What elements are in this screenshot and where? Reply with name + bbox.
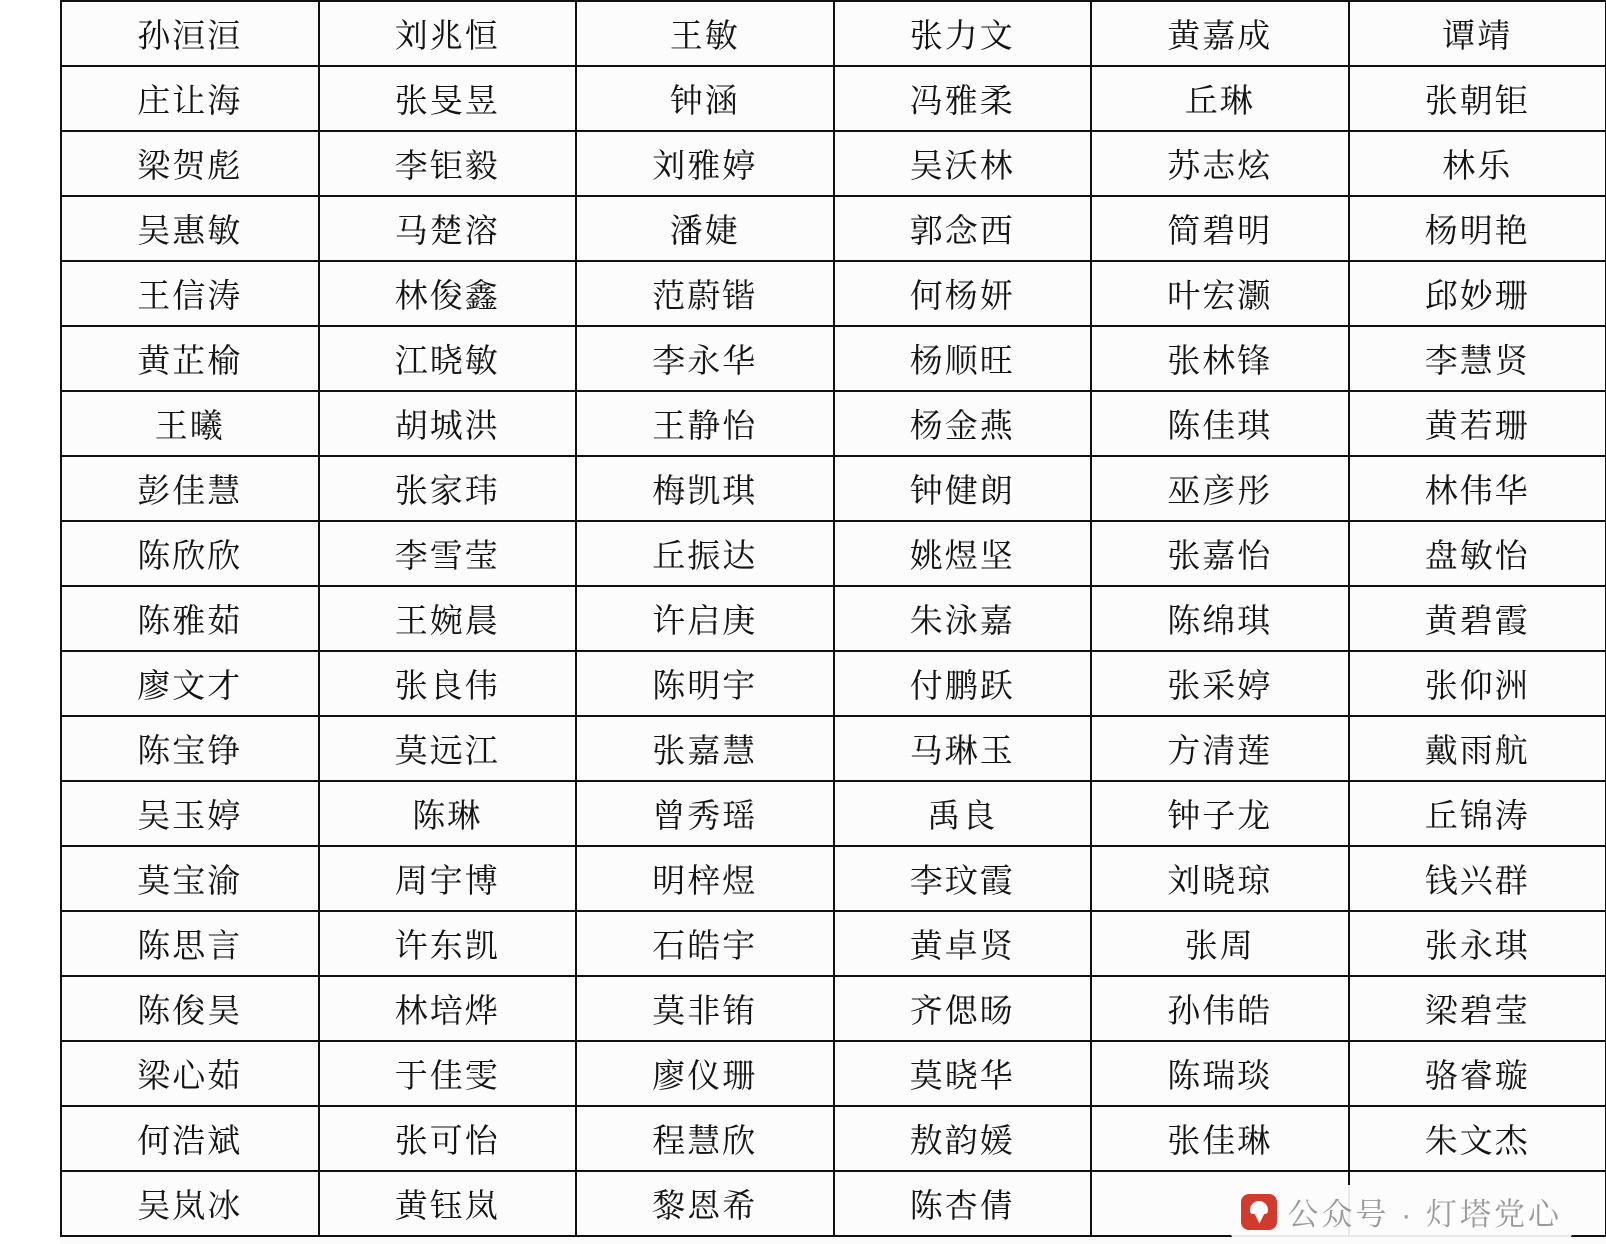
- table-body: [61, 1, 1606, 1236]
- table-row: [61, 781, 1606, 846]
- table-row: [61, 391, 1606, 456]
- table-cell: 陈欣欣: [61, 521, 319, 586]
- table-cell: 张家玮: [319, 456, 577, 521]
- table-cell: 曾秀瑶: [576, 781, 834, 846]
- table-cell: 简碧明: [1091, 196, 1349, 261]
- table-cell: 盘敏怡: [1349, 521, 1606, 586]
- table-cell: 刘兆恒: [319, 1, 577, 66]
- table-cell: 梅凯琪: [576, 456, 834, 521]
- table-cell: 石皓宇: [576, 911, 834, 976]
- table-cell: 丘振达: [576, 521, 834, 586]
- table-cell: 黄芷榆: [61, 326, 319, 391]
- table-cell: 许启庚: [576, 586, 834, 651]
- table-cell: 王静怡: [576, 391, 834, 456]
- table-cell: 梁碧莹: [1349, 976, 1606, 1041]
- table-cell: 莫宝渝: [61, 846, 319, 911]
- table-cell: 张采婷: [1091, 651, 1349, 716]
- table-cell: 郭念西: [834, 196, 1092, 261]
- table-cell: 吴惠敏: [61, 196, 319, 261]
- table-cell: 张朝钜: [1349, 66, 1606, 131]
- table-cell: 何杨妍: [834, 261, 1092, 326]
- table-cell: 林伟华: [1349, 456, 1606, 521]
- table-cell: 戴雨航: [1349, 716, 1606, 781]
- table-cell: 梁心茹: [61, 1041, 319, 1106]
- table-cell: 丘琳: [1091, 66, 1349, 131]
- table-cell: 邱妙珊: [1349, 261, 1606, 326]
- table-cell: [1091, 1171, 1349, 1236]
- table-cell: 钟涵: [576, 66, 834, 131]
- table-cell: 林乐: [1349, 131, 1606, 196]
- table-cell: 冯雅柔: [834, 66, 1092, 131]
- table-cell: 刘晓琼: [1091, 846, 1349, 911]
- table-cell: 马楚溶: [319, 196, 577, 261]
- table-cell: 齐偲旸: [834, 976, 1092, 1041]
- table-cell: 于佳雯: [319, 1041, 577, 1106]
- table-cell: 陈佳琪: [1091, 391, 1349, 456]
- table-row: [61, 196, 1606, 261]
- page-left-margin: [0, 0, 60, 1244]
- watermark-label: 公众号 · 灯塔党心: [1287, 1197, 1562, 1232]
- table-cell: 明梓煜: [576, 846, 834, 911]
- table-cell: 莫非铕: [576, 976, 834, 1041]
- table-cell: 黎恩希: [576, 1171, 834, 1236]
- table-cell: [1349, 1171, 1606, 1236]
- table-cell: 杨顺旺: [834, 326, 1092, 391]
- table-cell: 陈琳: [319, 781, 577, 846]
- table-cell: 张林锋: [1091, 326, 1349, 391]
- table-cell: 黄嘉成: [1091, 1, 1349, 66]
- table-cell: 张嘉怡: [1091, 521, 1349, 586]
- table-cell: 王敏: [576, 1, 834, 66]
- table-cell: 钱兴群: [1349, 846, 1606, 911]
- table-cell: 陈明宇: [576, 651, 834, 716]
- table-cell: 吴玉婷: [61, 781, 319, 846]
- table-cell: 姚煜坚: [834, 521, 1092, 586]
- table-cell: 王婉晨: [319, 586, 577, 651]
- table-cell: 丘锦涛: [1349, 781, 1606, 846]
- table-cell: 李慧贤: [1349, 326, 1606, 391]
- table-row: [61, 651, 1606, 716]
- table-cell: 林培烨: [319, 976, 577, 1041]
- table-cell: 朱泳嘉: [834, 586, 1092, 651]
- table-cell: 钟健朗: [834, 456, 1092, 521]
- table-cell: 林俊鑫: [319, 261, 577, 326]
- table-cell: 潘婕: [576, 196, 834, 261]
- table-row: [61, 261, 1606, 326]
- table-cell: 付鹏跃: [834, 651, 1092, 716]
- table-row: [61, 66, 1606, 131]
- table-cell: 张仰洲: [1349, 651, 1606, 716]
- table-cell: 张嘉慧: [576, 716, 834, 781]
- table-cell: 梁贺彪: [61, 131, 319, 196]
- table-cell: 张周: [1091, 911, 1349, 976]
- table-row: [61, 1171, 1606, 1236]
- table-cell: 廖仪珊: [576, 1041, 834, 1106]
- table-row: [61, 456, 1606, 521]
- name-roster-table: [60, 0, 1606, 1237]
- table-cell: 张良伟: [319, 651, 577, 716]
- table-cell: 巫彦彤: [1091, 456, 1349, 521]
- table-cell: 陈杏倩: [834, 1171, 1092, 1236]
- table-cell: 何浩斌: [61, 1106, 319, 1171]
- table-cell: 李玟霞: [834, 846, 1092, 911]
- table-cell: 孙伟皓: [1091, 976, 1349, 1041]
- table-row: [61, 131, 1606, 196]
- table-cell: 程慧欣: [576, 1106, 834, 1171]
- table-cell: 陈思言: [61, 911, 319, 976]
- table-cell: 苏志炫: [1091, 131, 1349, 196]
- table-cell: 杨金燕: [834, 391, 1092, 456]
- table-cell: 朱文杰: [1349, 1106, 1606, 1171]
- table-cell: 马琳玉: [834, 716, 1092, 781]
- table-cell: 张永琪: [1349, 911, 1606, 976]
- table-cell: 李雪莹: [319, 521, 577, 586]
- table-cell: 黄若珊: [1349, 391, 1606, 456]
- table-cell: 刘雅婷: [576, 131, 834, 196]
- table-cell: 吴沃林: [834, 131, 1092, 196]
- table-cell: 莫远江: [319, 716, 577, 781]
- table-cell: 陈宝铮: [61, 716, 319, 781]
- table-cell: 陈瑞琰: [1091, 1041, 1349, 1106]
- table-cell: 王曦: [61, 391, 319, 456]
- table-cell: 陈雅茹: [61, 586, 319, 651]
- table-cell: 叶宏灏: [1091, 261, 1349, 326]
- table-cell: 方清莲: [1091, 716, 1349, 781]
- table-row: [61, 326, 1606, 391]
- table-cell: 张力文: [834, 1, 1092, 66]
- table-row: [61, 911, 1606, 976]
- table-cell: 敖韵媛: [834, 1106, 1092, 1171]
- table-row: [61, 1, 1606, 66]
- table-cell: 李钜毅: [319, 131, 577, 196]
- table-cell: 陈绵琪: [1091, 586, 1349, 651]
- table-row: [61, 716, 1606, 781]
- table-cell: 周宇博: [319, 846, 577, 911]
- table-cell: 黄卓贤: [834, 911, 1092, 976]
- table-row: [61, 1106, 1606, 1171]
- table-cell: 禹良: [834, 781, 1092, 846]
- table-cell: 庄让海: [61, 66, 319, 131]
- table-cell: 王信涛: [61, 261, 319, 326]
- table-cell: 钟子龙: [1091, 781, 1349, 846]
- table-row: [61, 976, 1606, 1041]
- table-cell: 张旻昱: [319, 66, 577, 131]
- table-cell: 莫晓华: [834, 1041, 1092, 1106]
- table-cell: 吴岚冰: [61, 1171, 319, 1236]
- table-cell: 杨明艳: [1349, 196, 1606, 261]
- table-cell: 江晓敏: [319, 326, 577, 391]
- table-cell: 李永华: [576, 326, 834, 391]
- table-cell: 骆睿璇: [1349, 1041, 1606, 1106]
- table-row: [61, 521, 1606, 586]
- table-cell: 陈俊昊: [61, 976, 319, 1041]
- table-row: [61, 586, 1606, 651]
- table-cell: 范蔚锴: [576, 261, 834, 326]
- table-cell: 廖文才: [61, 651, 319, 716]
- table-cell: 张可怡: [319, 1106, 577, 1171]
- table-cell: 黄碧霞: [1349, 586, 1606, 651]
- table-cell: 彭佳慧: [61, 456, 319, 521]
- table-row: [61, 1041, 1606, 1106]
- table-row: [61, 846, 1606, 911]
- table-cell: 孙洹洹: [61, 1, 319, 66]
- table-cell: 许东凯: [319, 911, 577, 976]
- table-cell: 谭靖: [1349, 1, 1606, 66]
- table-cell: 胡城洪: [319, 391, 577, 456]
- table-cell: 黄钰岚: [319, 1171, 577, 1236]
- table-cell: 张佳琳: [1091, 1106, 1349, 1171]
